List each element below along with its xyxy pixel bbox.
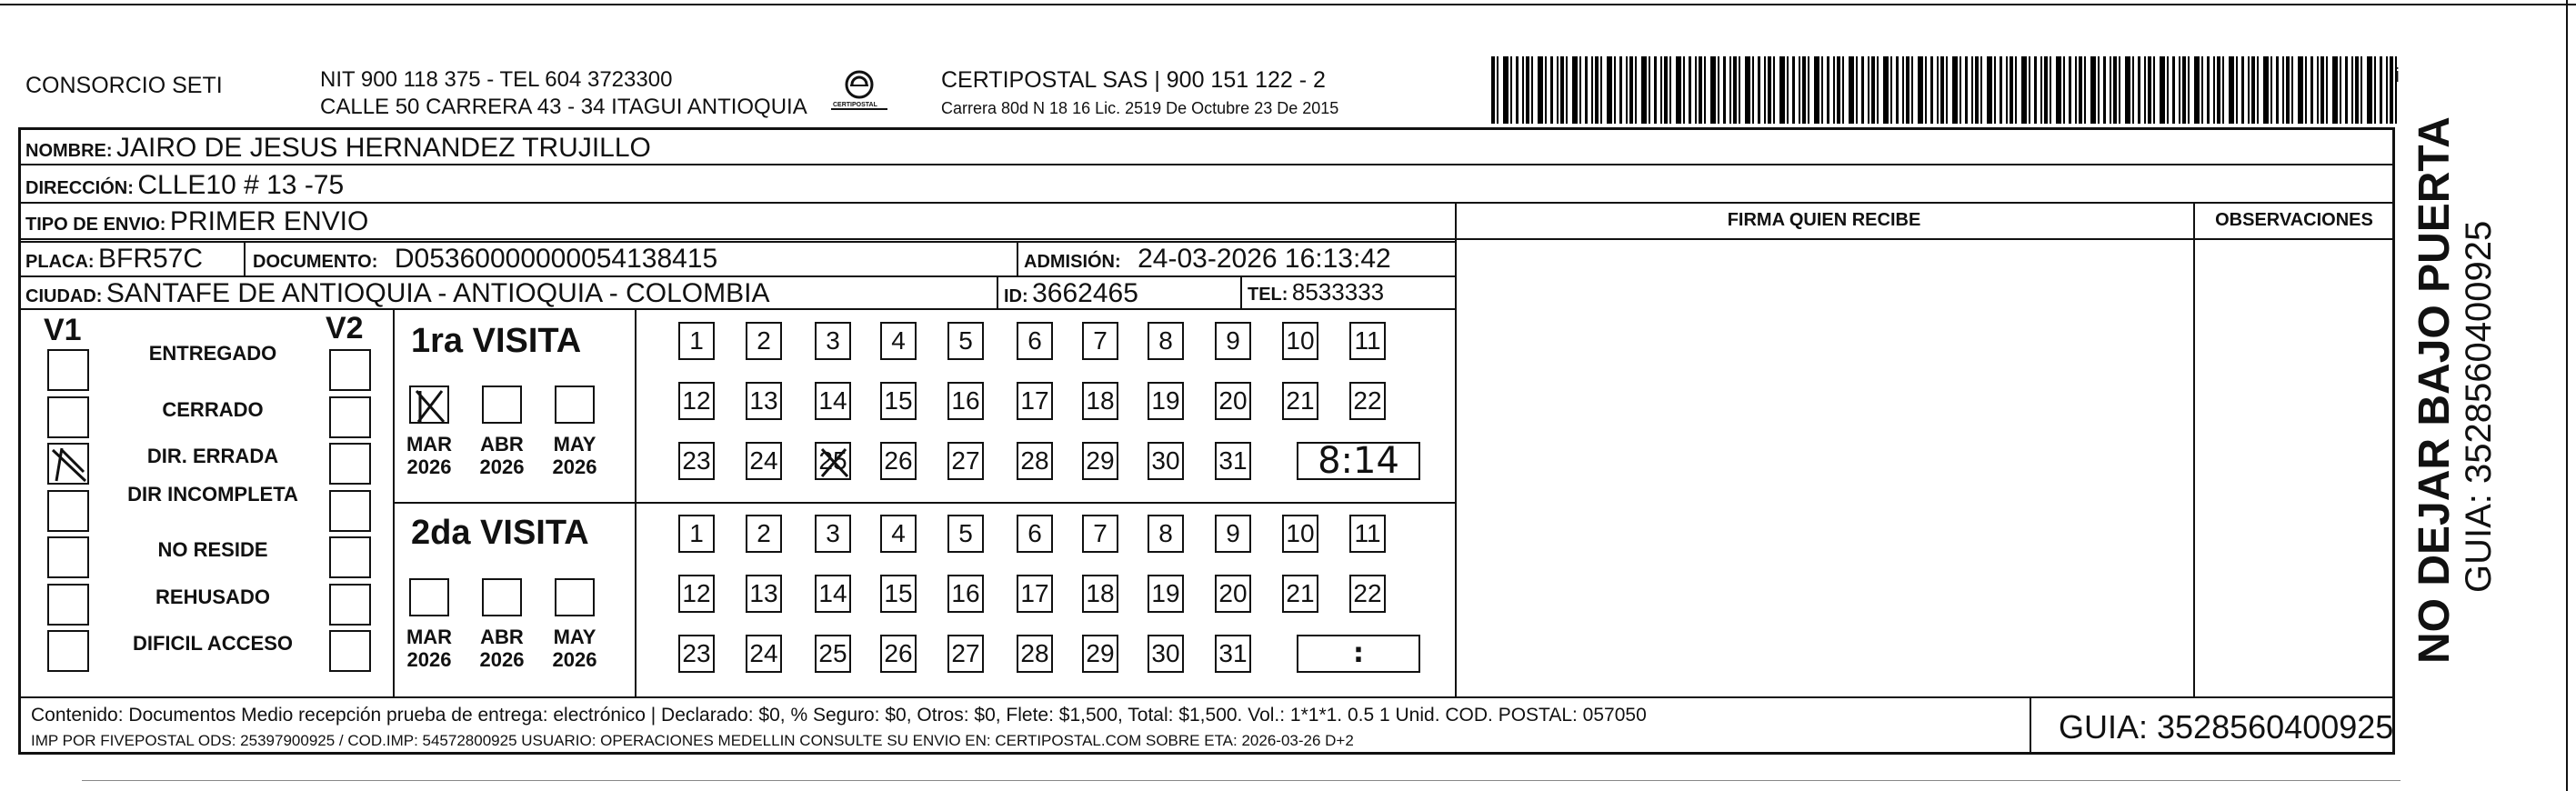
first-visit-day-box[interactable]: 20 — [1215, 382, 1251, 420]
first-visit-day-box[interactable]: 11 — [1349, 322, 1386, 360]
second-visit-month-checkbox[interactable] — [555, 578, 595, 616]
first-visit-day-box[interactable]: 19 — [1148, 382, 1184, 420]
second-visit-day-box[interactable]: 28 — [1017, 635, 1053, 673]
tel-value: 8533333 — [1291, 278, 1385, 305]
second-visit-month-checkbox[interactable] — [409, 578, 449, 616]
second-visit-day-box[interactable]: 27 — [947, 635, 984, 673]
nombre-row — [25, 135, 651, 162]
v2-checkbox[interactable] — [329, 630, 371, 672]
month-name: MAY — [553, 433, 596, 456]
second-visit-month-label — [475, 626, 529, 672]
ciudad-label: CIUDAD: — [25, 286, 103, 306]
second-visit-day-box[interactable]: 7 — [1082, 515, 1118, 553]
first-visit-day-box[interactable]: 31 — [1215, 442, 1251, 480]
month-year: 2026 — [479, 648, 525, 672]
first-visit-time-box[interactable]: 8:14 — [1297, 442, 1420, 480]
first-visit-day-box[interactable]: 16 — [947, 382, 984, 420]
first-visit-month-checkbox[interactable] — [555, 385, 595, 424]
second-visit-day-box[interactable]: 11 — [1349, 515, 1386, 553]
day-number: 25 — [818, 446, 847, 475]
carrier-line: CERTIPOSTAL SAS | 900 151 122 - 2 — [941, 67, 1326, 93]
v2-checkbox[interactable] — [329, 490, 371, 532]
v1-checkbox[interactable] — [47, 536, 89, 578]
month-name: MAY — [553, 626, 596, 648]
documento-field — [253, 245, 717, 273]
side-guia: GUIA: 3528560400925 — [2459, 220, 2499, 593]
first-visit-day-box[interactable]: 26 — [880, 442, 917, 480]
v2-label: V2 — [326, 311, 364, 345]
first-visit-day-box[interactable]: 15 — [880, 382, 917, 420]
first-visit-month-checkbox[interactable] — [482, 385, 522, 424]
second-visit-month-checkbox[interactable] — [482, 578, 522, 616]
first-visit-day-box[interactable]: 8 — [1148, 322, 1184, 360]
second-visit-day-box[interactable]: 25 — [815, 635, 851, 673]
handwritten-x-mark — [817, 444, 853, 480]
ciudad-value: SANTAFE DE ANTIOQUIA - ANTIOQUIA - COLOMBIA — [105, 278, 770, 308]
second-visit-day-box[interactable]: 15 — [880, 575, 917, 613]
col-line — [1017, 241, 1018, 275]
v2-checkbox[interactable] — [329, 584, 371, 626]
firma-area[interactable] — [1458, 241, 2192, 696]
col-line — [1240, 275, 1242, 308]
first-visit-day-box-marked[interactable] — [815, 442, 851, 480]
id-label: ID: — [1004, 286, 1028, 306]
direccion-value: CLLE10 # 13 -75 — [137, 170, 345, 200]
first-visit-day-box[interactable]: 22 — [1349, 382, 1386, 420]
col-line — [1455, 202, 1457, 697]
first-visit-day-box[interactable]: 3 — [815, 322, 851, 360]
bottom-scan-edge — [82, 780, 2401, 781]
first-visit-day-box[interactable]: 21 — [1282, 382, 1318, 420]
license-line: Carrera 80d N 18 16 Lic. 2519 De Octubre 23 De 2015 — [941, 99, 1339, 117]
first-visit-day-box[interactable]: 28 — [1017, 442, 1053, 480]
reason-label: DIR. ERRADA — [146, 445, 279, 467]
logo-text: CERTIPOSTAL — [833, 102, 877, 108]
second-visit-day-box[interactable]: 14 — [815, 575, 851, 613]
nit-line: NIT 900 118 375 - TEL 604 3723300 — [320, 67, 673, 92]
documento-value: D05360000000054138415 — [394, 244, 718, 274]
placa-label: PLACA: — [25, 252, 95, 272]
v1-checkbox[interactable] — [47, 396, 89, 438]
col-line — [393, 308, 395, 696]
row-line — [18, 696, 2395, 698]
col-line — [2193, 202, 2195, 697]
documento-label: DOCUMENTO: — [253, 252, 378, 272]
first-visit-day-box[interactable]: 23 — [678, 442, 715, 480]
first-visit-day-box[interactable]: 6 — [1017, 322, 1053, 360]
v1-label: V1 — [44, 313, 82, 347]
second-visit-day-box[interactable]: 17 — [1017, 575, 1053, 613]
first-visit-month-label — [547, 433, 602, 479]
id-field — [1004, 280, 1138, 307]
tipo-envio-row — [25, 208, 368, 235]
placa-field — [25, 245, 203, 273]
reason-label: REHUSADO — [155, 586, 270, 608]
first-visit-day-box[interactable]: 18 — [1082, 382, 1118, 420]
first-visit-day-box[interactable]: 9 — [1215, 322, 1251, 360]
reason-label: CERRADO — [162, 398, 264, 421]
first-visit-day-box[interactable]: 7 — [1082, 322, 1118, 360]
month-year: 2026 — [406, 456, 452, 479]
second-visit-day-box[interactable]: 6 — [1017, 515, 1053, 553]
second-visit-day-box[interactable]: 12 — [678, 575, 715, 613]
first-visit-month-label — [402, 433, 456, 479]
top-scan-edge — [0, 4, 2576, 5]
footer-guia: GUIA: 3528560400925 — [2059, 708, 2394, 746]
tick-mark: i — [2395, 64, 2400, 86]
month-year: 2026 — [479, 456, 525, 479]
month-name: ABR — [480, 433, 524, 456]
admision-value: 24-03-2026 16:13:42 — [1138, 244, 1391, 274]
second-visit-title: 2da VISITA — [411, 514, 589, 552]
first-visit-day-box[interactable]: 4 — [880, 322, 917, 360]
second-visit-day-box[interactable]: 9 — [1215, 515, 1251, 553]
v2-checkbox[interactable] — [329, 536, 371, 578]
second-visit-day-box[interactable]: 10 — [1282, 515, 1318, 553]
barcode — [1491, 56, 2401, 124]
observaciones-area[interactable] — [2196, 241, 2392, 696]
first-visit-day-box[interactable]: 17 — [1017, 382, 1053, 420]
month-year: 2026 — [406, 648, 452, 672]
nombre-label: NOMBRE: — [25, 141, 113, 161]
col-line — [997, 275, 998, 308]
company-name: CONSORCIO SETI — [25, 73, 223, 98]
firma-header: FIRMA QUIEN RECIBE — [1727, 210, 1921, 230]
handwritten-x-mark — [49, 445, 89, 485]
row-line — [18, 308, 1457, 310]
no-dejar-bajo-puerta: NO DEJAR BAJO PUERTA — [2411, 116, 2459, 664]
v2-checkbox[interactable] — [329, 396, 371, 438]
direccion-label: DIRECCIÓN: — [25, 178, 134, 198]
second-visit-day-box[interactable]: 31 — [1215, 635, 1251, 673]
tipo-envio-label: TIPO DE ENVIO: — [25, 215, 166, 235]
first-visit-day-box[interactable]: 10 — [1282, 322, 1318, 360]
certipostal-logo — [827, 69, 891, 120]
address-line: CALLE 50 CARRERA 43 - 34 ITAGUI ANTIOQUIA — [320, 95, 807, 119]
second-visit-day-box[interactable]: 2 — [746, 515, 782, 553]
row-line — [1455, 238, 2395, 240]
second-visit-day-box[interactable]: 1 — [678, 515, 715, 553]
visit-divider — [393, 502, 1457, 504]
second-visit-day-box[interactable]: 23 — [678, 635, 715, 673]
second-visit-day-box[interactable]: 18 — [1082, 575, 1118, 613]
reason-label: DIFICIL ACCESO — [132, 632, 293, 655]
contenido-line: Contenido: Documentos Medio recepción prueba de entrega: electrónico | Declarado: $0, % Seguro: $0, Otros: $0, Flete: $1,500, Total: $1,500. Vol.: 1*1*1. 0.5 1 Unid. COD. POSTAL: 057050 — [31, 705, 1647, 726]
second-visit-day-box[interactable]: 19 — [1148, 575, 1184, 613]
observaciones-header: OBSERVACIONES — [2215, 210, 2373, 230]
tel-field — [1248, 280, 1384, 304]
month-year: 2026 — [552, 648, 597, 672]
month-name: ABR — [480, 626, 524, 648]
second-visit-day-box[interactable]: 30 — [1148, 635, 1184, 673]
imp-line: IMP POR FIVEPOSTAL ODS: 25397900925 / COD.IMP: 54572800925 USUARIO: OPERACIONES MEDELLIN CONSULTE SU ENVIO EN: CERTIPOSTAL.COM SOBRE ETA: 2026-03-26 D+2 — [31, 732, 1354, 749]
second-visit-day-box[interactable]: 21 — [1282, 575, 1318, 613]
second-visit-month-label — [547, 626, 602, 672]
row-line — [18, 202, 2395, 204]
tipo-envio-value: PRIMER ENVIO — [169, 206, 369, 236]
second-visit-day-box[interactable]: 16 — [947, 575, 984, 613]
v2-checkbox[interactable] — [329, 349, 371, 391]
admision-label: ADMISIÓN: — [1024, 252, 1121, 272]
second-visit-day-box[interactable]: 24 — [746, 635, 782, 673]
id-value: 3662465 — [1032, 278, 1138, 308]
second-visit-day-box[interactable]: 3 — [815, 515, 851, 553]
month-year: 2026 — [552, 456, 597, 479]
direccion-row — [25, 172, 344, 199]
second-visit-month-label — [402, 626, 456, 672]
handwritten-x-mark — [411, 387, 449, 424]
v1-checkbox[interactable] — [47, 630, 89, 672]
reason-label: NO RESIDE — [157, 538, 268, 561]
right-scan-edge — [2566, 0, 2568, 791]
first-visit-day-box[interactable]: 14 — [815, 382, 851, 420]
first-visit-month-checkbox[interactable] — [409, 385, 449, 424]
month-name: MAR — [406, 433, 453, 456]
first-visit-day-box[interactable]: 27 — [947, 442, 984, 480]
second-visit-day-box[interactable]: 8 — [1148, 515, 1184, 553]
reason-label: ENTREGADO — [148, 342, 277, 365]
first-visit-day-box[interactable]: 24 — [746, 442, 782, 480]
second-visit-time-box[interactable]: : — [1297, 635, 1420, 673]
first-visit-day-box[interactable]: 2 — [746, 322, 782, 360]
first-visit-day-box[interactable]: 29 — [1082, 442, 1118, 480]
first-visit-day-box[interactable]: 30 — [1148, 442, 1184, 480]
v2-checkbox[interactable] — [329, 443, 371, 485]
first-visit-day-box[interactable]: 5 — [947, 322, 984, 360]
admision-field — [1024, 245, 1391, 273]
first-visit-day-box[interactable]: 13 — [746, 382, 782, 420]
placa-value: BFR57C — [98, 244, 204, 274]
col-line — [635, 308, 636, 696]
row-line — [18, 241, 1457, 243]
v1-checkbox[interactable] — [47, 443, 89, 485]
v1-checkbox[interactable] — [47, 349, 89, 391]
row-line — [18, 164, 2395, 165]
second-visit-day-box[interactable]: 29 — [1082, 635, 1118, 673]
second-visit-day-box[interactable]: 26 — [880, 635, 917, 673]
reason-label: DIR INCOMPLETA — [127, 483, 298, 506]
second-visit-day-box[interactable]: 13 — [746, 575, 782, 613]
v1-checkbox[interactable] — [47, 584, 89, 626]
second-visit-day-box[interactable]: 4 — [880, 515, 917, 553]
first-visit-day-box[interactable]: 1 — [678, 322, 715, 360]
first-visit-title: 1ra VISITA — [411, 322, 582, 360]
col-line — [244, 241, 246, 275]
second-visit-day-box[interactable]: 20 — [1215, 575, 1251, 613]
first-visit-month-label — [475, 433, 529, 479]
month-name: MAR — [406, 626, 453, 648]
ciudad-field — [25, 280, 769, 307]
v1-checkbox[interactable] — [47, 490, 89, 532]
nombre-value: JAIRO DE JESUS HERNANDEZ TRUJILLO — [116, 133, 651, 163]
tel-label: TEL: — [1248, 285, 1288, 305]
col-line — [2030, 696, 2031, 755]
first-visit-day-box[interactable]: 12 — [678, 382, 715, 420]
second-visit-day-box[interactable]: 22 — [1349, 575, 1386, 613]
second-visit-day-box[interactable]: 5 — [947, 515, 984, 553]
